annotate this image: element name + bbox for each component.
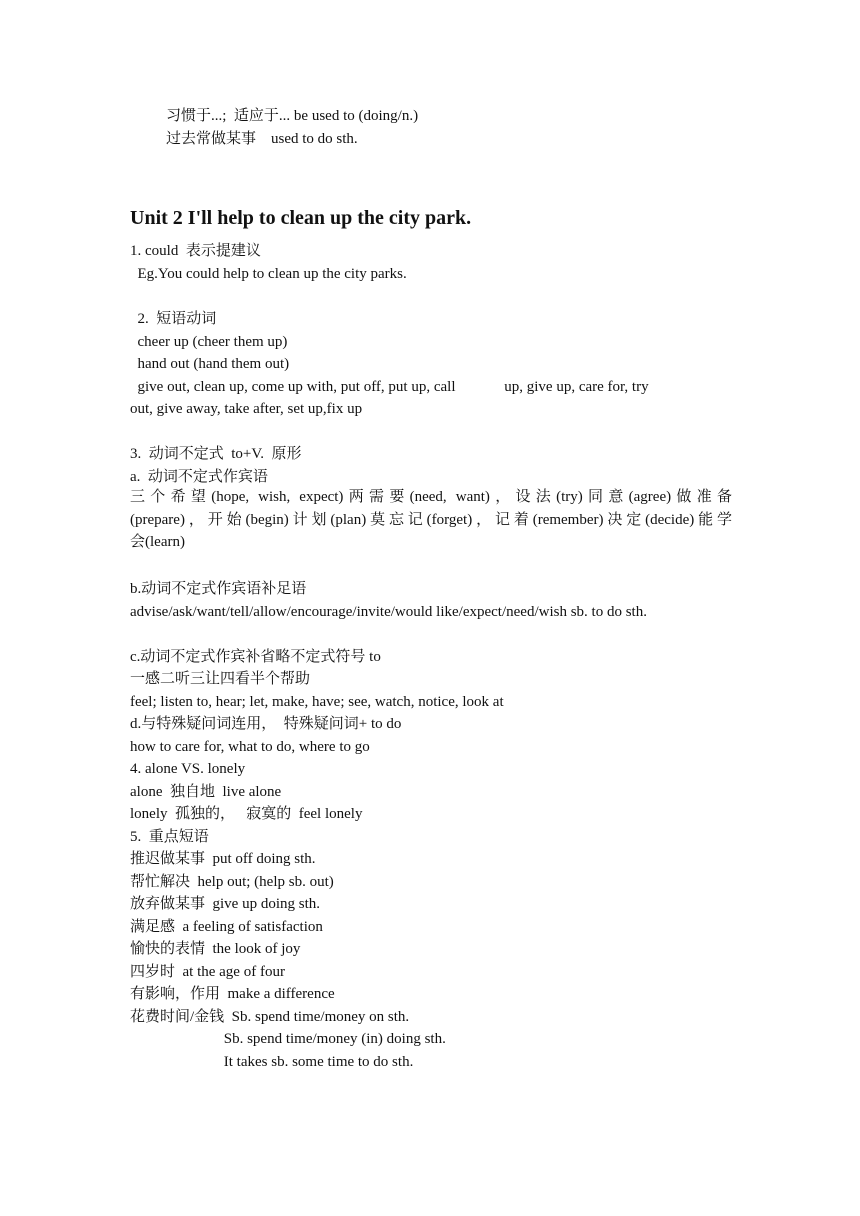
- section-3c-heading: c.动词不定式作宾补省略不定式符号 to: [130, 649, 381, 665]
- key-phrase-line: 四岁时 at the age of four: [130, 964, 285, 980]
- phrasal-verb-line: hand out (hand them out): [130, 356, 290, 372]
- paragraph-line: 三个希望(hope, wish, expect)两需要(need, want)，设法(try)同意(agree)做准备: [130, 489, 732, 505]
- section-2-heading: 2. 短语动词: [130, 311, 217, 327]
- section-3b-heading: b.动词不定式作宾语补足语: [130, 581, 307, 597]
- section-4-line: lonely 孤独的， 寂寞的 feel lonely: [130, 806, 363, 822]
- top-line-used-to-doing: 习惯于...; 适应于... be used to (doing/n.): [166, 108, 419, 124]
- key-phrase-line: 花费时间/金钱 Sb. spend time/money on sth.: [130, 1009, 410, 1025]
- section-4-heading: 4. alone VS. lonely: [130, 761, 246, 777]
- section-3-heading: 3. 动词不定式 to+V. 原形: [130, 446, 302, 462]
- phrasal-verb-line: cheer up (cheer them up): [130, 334, 288, 350]
- section-3a-heading: a. 动词不定式作宾语: [130, 469, 268, 485]
- section-3a-paragraph: [130, 486, 732, 554]
- key-phrase-line: 满足感 a feeling of satisfaction: [130, 919, 323, 935]
- section-3d-line: how to care for, what to do, where to go: [130, 739, 370, 755]
- key-phrase-line: 帮忙解决 help out; (help sb. out): [130, 874, 334, 890]
- paragraph-line: (prepare)，开始(begin)计划(plan)莫忘记(forget)，记着(remember)决定(decide)能学: [130, 511, 732, 528]
- key-phrase-line: 放弃做某事 give up doing sth.: [130, 896, 320, 912]
- section-3c-line: feel; listen to, hear; let, make, have; see, watch, notice, look at: [130, 694, 504, 710]
- phrasal-verb-line: give out, clean up, come up with, put off, put up, call up, give up, care for, try: [130, 379, 649, 395]
- section-3d-heading: d.与特殊疑问词连用， 特殊疑问词+ to do: [130, 716, 402, 732]
- top-line-used-to-do: 过去常做某事 used to do sth.: [166, 131, 358, 147]
- section-1-heading: 1. could 表示提建议: [130, 243, 261, 259]
- section-3b-line: advise/ask/want/tell/allow/encourage/invite/would like/expect/need/wish sb. to do sth.: [130, 604, 647, 620]
- unit-title: Unit 2 I'll help to clean up the city park.: [130, 207, 472, 229]
- key-phrase-line: 推迟做某事 put off doing sth.: [130, 851, 316, 867]
- section-3c-line: 一感二听三让四看半个帮助: [130, 671, 311, 687]
- key-phrase-line: It takes sb. some time to do sth.: [130, 1054, 414, 1070]
- section-4-line: alone 独自地 live alone: [130, 784, 282, 800]
- key-phrase-line: 有影响，作用 make a difference: [130, 986, 335, 1002]
- phrasal-verb-line: out, give away, take after, set up,fix up: [130, 401, 363, 417]
- section-5-heading: 5. 重点短语: [130, 829, 209, 845]
- key-phrase-line: 愉快的表情 the look of joy: [130, 941, 301, 957]
- key-phrase-line: Sb. spend time/money (in) doing sth.: [130, 1031, 446, 1047]
- paragraph-line: 会(learn): [130, 534, 185, 550]
- section-1-example: Eg.You could help to clean up the city parks.: [130, 266, 407, 282]
